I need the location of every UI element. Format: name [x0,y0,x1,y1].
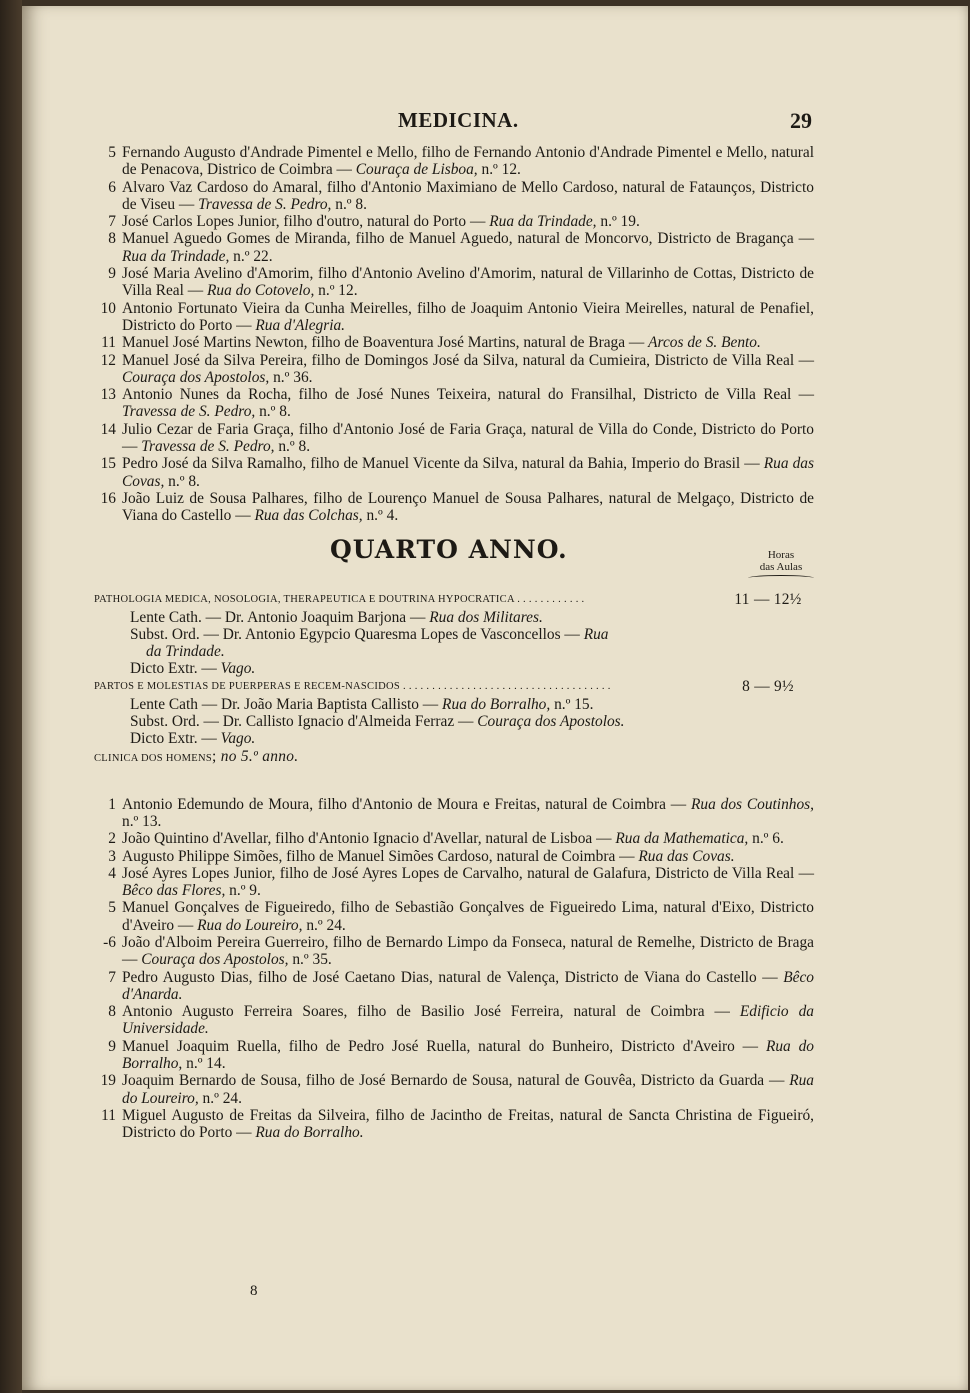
entry-text: Antonio Edemundo de Moura, filho d'Antonio de Moura e Freitas, natural de Coimbra — [122,795,691,813]
lente-cath [94,609,814,626]
student-list-bottom [94,796,814,1142]
student-entry [94,848,814,865]
entry-text: Antonio Nunes da Rocha, filho de José Nunes Teixeira, natural do Fransilhal, Districto de Villa Real — [122,386,814,404]
student-entry [94,899,814,934]
entry-number: 4 [108,864,116,882]
entry-number: 8 [108,230,116,248]
entry-address-number: n.º 24. [198,1089,242,1107]
entry-address-number: n.º 14. [182,1055,226,1073]
entry-address-number: n.º 9. [225,882,261,900]
student-entry [94,179,814,214]
student-entry [94,490,814,525]
student-entry [94,352,814,387]
entry-number: 5 [108,899,116,917]
entry-address: Rua do Loureiro, [197,916,303,934]
entry-address-number: n.º 19. [596,213,640,231]
entry-number: 16 [100,489,116,507]
dicto-extr [94,660,814,677]
entry-number: 6 [108,178,116,196]
entry-text: Augusto Philippe Simões, filho de Manuel Simões Cardoso, natural de Coimbra — [122,847,639,865]
entry-address: Travessa de S. Pedro, [122,403,256,421]
student-entry [94,455,814,490]
entry-text: Manuel José da Silva Pereira, filho de Domingos José da Silva, natural da Cumieira, Districto de Villa Real — [122,351,814,369]
book-spine [0,0,22,1393]
entry-number: 12 [100,351,116,369]
entry-number: 2 [108,830,116,848]
student-entry [94,334,814,351]
student-entry [94,386,814,421]
student-entry [94,421,814,456]
entry-address: Rua das Colchas, [254,507,363,525]
entry-address-number: n.º 8. [331,195,367,213]
dicto-extr [94,730,814,747]
subst-ord [94,713,814,730]
student-entry [94,969,814,1004]
student-entry [94,865,814,900]
entry-number: 3 [108,847,116,865]
teacher-address: Rua do Borralho, [442,695,551,713]
hours-label-2: das Aulas [759,560,803,573]
teacher-address: Rua dos Militares. [429,608,543,626]
entry-text: Joaquim Bernardo de Sousa, filho de José Bernardo de Sousa, natural de Gouvêa, Districto da Guarda — [122,1072,790,1090]
entry-address-number: n.º 8. [255,403,291,421]
student-list-top [94,144,814,525]
entry-address: Arcos de S. Bento. [648,334,761,352]
entry-text: João Quintino d'Avellar, filho d'Antonio Ignacio d'Avellar, natural de Lisboa — [122,830,616,848]
entry-address: Rua das Covas. [638,847,735,865]
entry-number: 5 [108,144,116,161]
entry-text: Manuel Joaquim Ruella, filho de Pedro José Ruella, natural do Bunheiro, Districto d'Aveiro — [122,1037,766,1055]
entry-address-number: n.º 8. [274,438,311,456]
entry-address: Rua da Trindade, [489,213,597,231]
entry-text: Pedro Augusto Dias, filho de José Caetano Dias, natural de Valença, Districto de Viana do Castello — [122,968,784,986]
entry-text: Julio Cezar de Faria Graça, filho d'Antonio José de Faria Graça, natural de Villa do Conde, Districto do Porto — [122,420,814,456]
section-title: QUARTO ANNO. [330,534,568,564]
entry-address: Rua das Covas, [122,455,814,490]
student-entry [94,796,814,831]
clinica-separator: ; [212,747,221,765]
entry-address-number: n.º 36. [269,368,313,386]
entry-address: Couraça dos Apostolos, [141,951,289,969]
entry-address: Couraça dos Apostolos, [122,368,270,386]
entry-text: Antonio Augusto Ferreira Soares, filho de Basilio José Ferreira, natural de Coimbra — [122,1003,740,1021]
subst-ord [94,626,814,643]
entry-address-number: n.º 12. [314,282,358,300]
student-entry [94,230,814,265]
entry-text: José Maria Avelino d'Amorim, filho d'Antonio Avelino d'Amorim, natural de Villarinho de Cottas, Districto de Villa Real — [122,265,814,300]
page-title: MEDICINA. [398,108,519,132]
running-header [94,108,814,144]
entry-address-number: n.º 6. [748,830,784,848]
hours-brace [748,575,814,581]
course-name: PATHOLOGIA MEDICA, NOSOLOGIA, THERAPEUTICA E DOUTRINA HYPOCRATICA . . . . . . . . . . . . [94,593,585,605]
entry-number: 10 [100,299,116,317]
entry-number: 13 [100,386,116,404]
entry-text: Manuel José Martins Newton, filho de Boaventura José Martins, natural de Braga — [122,334,649,352]
teacher-text: Dicto Extr. — [130,660,221,678]
hours-column-header [748,549,814,581]
entry-address-number: n.º 13. [122,812,162,830]
entry-address: Edificio da Universidade. [122,1003,814,1038]
entry-number: 11 [101,334,116,352]
entry-text: Miguel Augusto de Freitas da Silveira, filho de Jacintho de Freitas, natural de Sancta Christina de Figueiró, Districto do Porto — [122,1106,814,1142]
teacher-address: da Trindade. [146,643,225,661]
teacher-text: Dicto Extr. — [130,730,221,748]
course-clinica [94,748,814,768]
entry-number: 7 [108,968,116,986]
clinica-label: CLINICA DOS HOMENS [94,752,212,764]
entry-address: Travessa de S. Pedro, [141,438,275,456]
student-entry [94,213,814,230]
entry-text: Manuel Gonçalves de Figueiredo, filho de Sebastião Gonçalves de Figueiredo Lima, natural d'Eixo, Districto d'Aveiro — [122,899,814,934]
entry-address: Rua d'Alegria. [255,316,346,334]
hours-label-1: Horas [767,548,795,561]
student-entry [94,1038,814,1073]
entry-number: -6 [103,933,116,951]
entry-address: Bêco das Flores, [122,882,226,900]
course-hours: 11 — 12½ [734,590,802,608]
entry-address: Travessa de S. Pedro, [198,195,332,213]
entry-number: 9 [108,1037,116,1055]
entry-text: Pedro José da Silva Ramalho, filho de Manuel Vicente da Silva, natural da Bahia, Imperio do Brasil — [122,455,764,473]
teacher-text: Subst. Ord. — Dr. Antonio Egypcio Quaresma Lopes de Vasconcellos — [130,625,584,643]
student-entry [94,300,814,335]
entry-address: Bêco d'Anarda. [122,968,814,1003]
student-entry [94,1003,814,1038]
page-content [94,108,815,1142]
student-entry [94,1072,814,1107]
entry-address-number: n.º 35. [288,951,332,969]
teacher-vacancy: Vago. [220,730,256,748]
entry-address: Rua da Trindade, [122,247,230,265]
entry-text: José Ayres Lopes Junior, filho de José Ayres Lopes de Carvalho, natural de Galafura, Districto de Villa Real — [122,864,814,882]
entry-number: 14 [100,420,116,438]
entry-address-number: n.º 22. [229,247,273,265]
teacher-vacancy: Vago. [220,660,256,678]
entry-address: Rua do Loureiro, [122,1072,814,1107]
signature-mark: 8 [250,1283,258,1299]
entry-text: Fernando Augusto d'Andrade Pimentel e Mello, filho de Fernando Antonio d'Andrade Pimentel e Mello, natural de Penacova, Districo de Coimbra — [122,144,814,179]
entry-text: João Luiz de Sousa Palhares, filho de Lourenço Manuel de Sousa Palhares, natural de Melgaço, Districto de Viana do Castello — [122,489,814,525]
entry-address: Rua da Mathematica, [615,830,749,848]
entry-address-number: n.º 4. [362,507,399,525]
entry-address-number: n.º 12. [477,161,521,179]
teacher-address: Couraça dos Apostolos. [477,713,625,731]
entry-address: Rua do Cotovelo, [207,282,315,300]
entry-text: Antonio Fortunato Vieira da Cunha Meirelles, filho de Joaquim Antonio Vieira Meirelles, natural de Penafiel, Districto do Porto — [122,299,814,334]
entry-address: Rua dos Coutinhos, [691,795,814,813]
entry-address-number: n.º 24. [302,916,346,934]
entry-number: 11 [101,1106,116,1124]
entry-text: Manuel Aguedo Gomes de Miranda, filho de Manuel Aguedo, natural de Moncorvo, Districto de Bragança — [122,230,814,248]
teacher-address-number: n.º 15. [550,695,594,713]
course-hours: 8 — 9½ [742,677,794,695]
section-header [94,534,814,591]
entry-address: Rua do Borralho, [122,1037,815,1073]
entry-address-number: n.º 8. [164,472,200,490]
entry-number: 1 [108,795,116,813]
entry-number: 19 [100,1072,116,1090]
course-pathologia [94,591,814,609]
entry-text: Alvaro Vaz Cardoso do Amaral, filho d'Antonio Maximiano de Mello Cardoso, natural de Fataunços, Districto de Viseu — [122,178,814,213]
teacher-address: Rua [583,625,609,643]
student-entry [94,934,814,969]
entry-text: José Carlos Lopes Junior, filho d'outro, natural do Porto — [122,213,490,231]
lente-cath [94,696,814,713]
subst-ord-cont [94,643,814,660]
entry-address: Couraça de Lisboa, [355,161,478,179]
student-entry [94,830,814,847]
teacher-text: Subst. Ord. — Dr. Callisto Ignacio d'Almeida Ferraz — [130,713,478,731]
student-entry [94,144,814,179]
course-partos [94,678,814,696]
teacher-text: Lente Cath — Dr. João Maria Baptista Callisto — [130,695,443,713]
clinica-note: no 5.º anno. [220,747,299,765]
entry-number: 8 [108,1003,116,1021]
course-name: PARTOS E MOLESTIAS DE PUERPERAS E RECEM-NASCIDOS . . . . . . . . . . . . . . . . . . . . . . . . . . . . . . . . . . . . [94,680,611,692]
entry-number: 9 [108,265,116,283]
student-entry [94,265,814,300]
page-number: 29 [790,108,812,133]
student-entry [94,1107,814,1142]
entry-address: Rua do Borralho. [255,1124,364,1142]
spacer [94,768,814,796]
entry-number: 15 [100,455,116,473]
teacher-text: Lente Cath. — Dr. Antonio Joaquim Barjona — [130,608,430,626]
entry-number: 7 [108,213,116,231]
entry-text: João d'Alboim Pereira Guerreiro, filho de Bernardo Limpo da Fonseca, natural de Remelhe, Districto de Braga — [122,933,814,969]
